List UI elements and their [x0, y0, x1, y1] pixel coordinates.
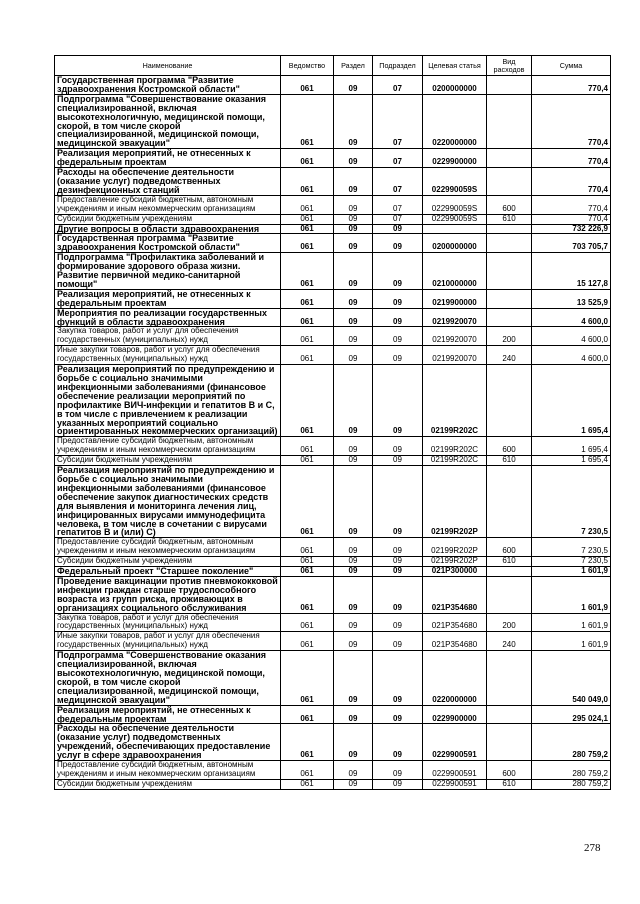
table-row — [55, 253, 611, 290]
celevaya-statya-cell: 0229900591 — [423, 779, 487, 789]
table-row — [55, 538, 611, 557]
name-cell: Субсидии бюджетным учреждениям — [55, 779, 281, 789]
name-cell: Субсидии бюджетным учреждениям — [55, 456, 281, 466]
table-row — [55, 289, 611, 308]
vid-rashodov-cell — [487, 94, 532, 148]
vedomstvo-cell: 061 — [281, 779, 334, 789]
vid-rashodov-cell — [487, 724, 532, 761]
summa-cell: 4 600,0 — [532, 327, 611, 346]
table-row — [55, 346, 611, 365]
header-vedomstvo: Ведомство — [281, 56, 334, 76]
celevaya-statya-cell: 0210000000 — [423, 253, 487, 290]
vid-rashodov-cell: 240 — [487, 632, 532, 651]
razdel-cell: 09 — [334, 613, 373, 632]
name-cell: Закупка товаров, работ и услуг для обеспечения государственных (муниципальных) нужд — [55, 327, 281, 346]
summa-cell: 770,4 — [532, 94, 611, 148]
summa-cell: 7 230,5 — [532, 466, 611, 538]
podrazdel-cell: 09 — [373, 466, 423, 538]
podrazdel-cell: 09 — [373, 234, 423, 253]
razdel-cell: 09 — [334, 437, 373, 456]
budget-table — [54, 55, 611, 790]
razdel-cell: 09 — [334, 76, 373, 95]
vedomstvo-cell: 061 — [281, 567, 334, 577]
podrazdel-cell: 07 — [373, 149, 423, 168]
vedomstvo-cell: 061 — [281, 538, 334, 557]
podrazdel-cell: 09 — [373, 289, 423, 308]
celevaya-statya-cell: 0220000000 — [423, 94, 487, 148]
celevaya-statya-cell: 02199R202C — [423, 365, 487, 437]
razdel-cell: 09 — [334, 651, 373, 705]
vid-rashodov-cell — [487, 149, 532, 168]
celevaya-statya-cell: 0200000000 — [423, 234, 487, 253]
podrazdel-cell: 07 — [373, 76, 423, 95]
razdel-cell: 09 — [334, 567, 373, 577]
razdel-cell: 09 — [334, 168, 373, 196]
podrazdel-cell: 09 — [373, 456, 423, 466]
podrazdel-cell: 09 — [373, 538, 423, 557]
razdel-cell: 09 — [334, 779, 373, 789]
razdel-cell: 09 — [334, 632, 373, 651]
celevaya-statya-cell: 0219900000 — [423, 289, 487, 308]
table-row — [55, 632, 611, 651]
podrazdel-cell: 09 — [373, 576, 423, 613]
summa-cell: 280 759,2 — [532, 779, 611, 789]
podrazdel-cell: 09 — [373, 346, 423, 365]
vid-rashodov-cell — [487, 289, 532, 308]
podrazdel-cell: 07 — [373, 214, 423, 224]
summa-cell: 732 226,9 — [532, 224, 611, 234]
podrazdel-cell: 07 — [373, 195, 423, 214]
vedomstvo-cell: 061 — [281, 234, 334, 253]
vedomstvo-cell: 061 — [281, 149, 334, 168]
vedomstvo-cell: 061 — [281, 76, 334, 95]
summa-cell: 1 695,4 — [532, 365, 611, 437]
summa-cell: 7 230,5 — [532, 557, 611, 567]
vid-rashodov-cell: 600 — [487, 195, 532, 214]
table-row — [55, 365, 611, 437]
header-podrazdel: Подраздел — [373, 56, 423, 76]
vedomstvo-cell: 061 — [281, 365, 334, 437]
header-summa: Сумма — [532, 56, 611, 76]
celevaya-statya-cell: 0229900000 — [423, 705, 487, 724]
podrazdel-cell: 09 — [373, 365, 423, 437]
summa-cell: 770,4 — [532, 76, 611, 95]
name-cell: Федеральный проект "Старшее поколение" — [55, 567, 281, 577]
celevaya-statya-cell: 02199R202P — [423, 466, 487, 538]
name-cell: Государственная программа "Развитие здравоохранения Костромской области" — [55, 234, 281, 253]
razdel-cell: 09 — [334, 94, 373, 148]
name-cell: Расходы на обеспечение деятельности (оказание услуг) подведомственных учреждений, обеспечивающих предоставление услуг в сфере здравоохранения — [55, 724, 281, 761]
summa-cell: 7 230,5 — [532, 538, 611, 557]
name-cell: Реализация мероприятий по предупреждению и борьбе с социально значимыми инфекционными заболеваниями (финансовое обеспечение закупок диагностических средств для выявления и мониторинга лечения лиц, инфицированных вирусами иммунодефицита человека, в том числе в сочетании с вирусами гепатитов В и (или) С) — [55, 466, 281, 538]
summa-cell: 1 695,4 — [532, 437, 611, 456]
name-cell: Реализация мероприятий, не отнесенных к федеральным проектам — [55, 289, 281, 308]
celevaya-statya-cell: 022990059S — [423, 214, 487, 224]
header-celevaya-statya: Целевая статья — [423, 56, 487, 76]
razdel-cell: 09 — [334, 224, 373, 234]
name-cell: Реализация мероприятий, не отнесенных к федеральным проектам — [55, 705, 281, 724]
razdel-cell: 09 — [334, 289, 373, 308]
vid-rashodov-cell: 610 — [487, 214, 532, 224]
celevaya-statya-cell: 02199R202P — [423, 557, 487, 567]
celevaya-statya-cell: 0229900000 — [423, 149, 487, 168]
summa-cell: 1 601,9 — [532, 576, 611, 613]
vedomstvo-cell: 061 — [281, 94, 334, 148]
summa-cell: 770,4 — [532, 214, 611, 224]
vid-rashodov-cell — [487, 308, 532, 327]
table-row — [55, 613, 611, 632]
vid-rashodov-cell: 200 — [487, 613, 532, 632]
razdel-cell: 09 — [334, 761, 373, 780]
podrazdel-cell: 09 — [373, 651, 423, 705]
celevaya-statya-cell: 02199R202P — [423, 538, 487, 557]
vedomstvo-cell: 061 — [281, 724, 334, 761]
table-row — [55, 567, 611, 577]
celevaya-statya-cell: 022990059S — [423, 168, 487, 196]
vedomstvo-cell: 061 — [281, 761, 334, 780]
vedomstvo-cell: 061 — [281, 308, 334, 327]
vedomstvo-cell: 061 — [281, 632, 334, 651]
vedomstvo-cell: 061 — [281, 613, 334, 632]
celevaya-statya-cell: 0219920070 — [423, 308, 487, 327]
vedomstvo-cell: 061 — [281, 224, 334, 234]
name-cell: Проведение вакцинации против пневмококковой инфекции граждан старше трудоспособного возраста из групп риска, проживающих в организациях социального обслуживания — [55, 576, 281, 613]
table-row — [55, 214, 611, 224]
name-cell: Расходы на обеспечение деятельности (оказание услуг) подведомственных дезинфекционных станций — [55, 168, 281, 196]
podrazdel-cell: 09 — [373, 327, 423, 346]
celevaya-statya-cell: 0229900591 — [423, 761, 487, 780]
podrazdel-cell: 09 — [373, 437, 423, 456]
header-razdel: Раздел — [334, 56, 373, 76]
vid-rashodov-cell: 610 — [487, 557, 532, 567]
celevaya-statya-cell: 0219920070 — [423, 346, 487, 365]
table-row — [55, 234, 611, 253]
vedomstvo-cell: 061 — [281, 327, 334, 346]
summa-cell: 540 049,0 — [532, 651, 611, 705]
vedomstvo-cell: 061 — [281, 437, 334, 456]
table-row — [55, 761, 611, 780]
table-row — [55, 76, 611, 95]
podrazdel-cell: 09 — [373, 779, 423, 789]
summa-cell: 770,4 — [532, 195, 611, 214]
summa-cell: 703 705,7 — [532, 234, 611, 253]
name-cell: Закупка товаров, работ и услуг для обеспечения государственных (муниципальных) нужд — [55, 613, 281, 632]
vedomstvo-cell: 061 — [281, 557, 334, 567]
table-body — [55, 76, 611, 790]
summa-cell: 280 759,2 — [532, 724, 611, 761]
summa-cell: 1 695,4 — [532, 456, 611, 466]
celevaya-statya-cell: 021P354680 — [423, 576, 487, 613]
vedomstvo-cell: 061 — [281, 651, 334, 705]
table-header-row — [55, 56, 611, 76]
summa-cell: 1 601,9 — [532, 632, 611, 651]
razdel-cell: 09 — [334, 234, 373, 253]
podrazdel-cell: 09 — [373, 567, 423, 577]
vedomstvo-cell: 061 — [281, 168, 334, 196]
table-row — [55, 724, 611, 761]
podrazdel-cell: 09 — [373, 308, 423, 327]
vedomstvo-cell: 061 — [281, 214, 334, 224]
podrazdel-cell: 09 — [373, 705, 423, 724]
vedomstvo-cell: 061 — [281, 253, 334, 290]
vedomstvo-cell: 061 — [281, 195, 334, 214]
name-cell: Предоставление субсидий бюджетным, автономным учреждениям и иным некоммерческим организациям — [55, 437, 281, 456]
podrazdel-cell: 07 — [373, 168, 423, 196]
vedomstvo-cell: 061 — [281, 466, 334, 538]
razdel-cell: 09 — [334, 149, 373, 168]
podrazdel-cell: 09 — [373, 224, 423, 234]
summa-cell: 1 601,9 — [532, 613, 611, 632]
razdel-cell: 09 — [334, 724, 373, 761]
name-cell: Иные закупки товаров, работ и услуг для обеспечения государственных (муниципальных) нужд — [55, 632, 281, 651]
summa-cell: 295 024,1 — [532, 705, 611, 724]
podrazdel-cell: 09 — [373, 253, 423, 290]
table-row — [55, 651, 611, 705]
table-row — [55, 327, 611, 346]
vedomstvo-cell: 061 — [281, 576, 334, 613]
vid-rashodov-cell — [487, 576, 532, 613]
summa-cell: 4 600,0 — [532, 346, 611, 365]
summa-cell: 4 600,0 — [532, 308, 611, 327]
celevaya-statya-cell: 0220000000 — [423, 651, 487, 705]
celevaya-statya-cell: 0219920070 — [423, 327, 487, 346]
name-cell: Подпрограмма "Совершенствование оказания специализированной, включая высокотехнологичную, медицинской помощи, скорой, в том числе скорой специализированной, медицинской помощи, медицинской эвакуации" — [55, 94, 281, 148]
name-cell: Другие вопросы в области здравоохранения — [55, 224, 281, 234]
celevaya-statya-cell: 0200000000 — [423, 76, 487, 95]
name-cell: Субсидии бюджетным учреждениям — [55, 214, 281, 224]
celevaya-statya-cell: 021P354680 — [423, 632, 487, 651]
summa-cell: 770,4 — [532, 149, 611, 168]
table-row — [55, 466, 611, 538]
podrazdel-cell: 09 — [373, 724, 423, 761]
summa-cell: 1 601,9 — [532, 567, 611, 577]
vid-rashodov-cell — [487, 224, 532, 234]
summa-cell: 280 759,2 — [532, 761, 611, 780]
razdel-cell: 09 — [334, 466, 373, 538]
podrazdel-cell: 09 — [373, 632, 423, 651]
celevaya-statya-cell — [423, 224, 487, 234]
name-cell: Государственная программа "Развитие здравоохранения Костромской области" — [55, 76, 281, 95]
table-row — [55, 705, 611, 724]
razdel-cell: 09 — [334, 576, 373, 613]
celevaya-statya-cell: 021P300000 — [423, 567, 487, 577]
razdel-cell: 09 — [334, 195, 373, 214]
razdel-cell: 09 — [334, 456, 373, 466]
razdel-cell: 09 — [334, 365, 373, 437]
vedomstvo-cell: 061 — [281, 289, 334, 308]
razdel-cell: 09 — [334, 308, 373, 327]
table-row — [55, 576, 611, 613]
summa-cell: 13 525,9 — [532, 289, 611, 308]
name-cell: Иные закупки товаров, работ и услуг для обеспечения государственных (муниципальных) нужд — [55, 346, 281, 365]
podrazdel-cell: 09 — [373, 557, 423, 567]
name-cell: Реализация мероприятий по предупреждению и борьбе с социально значимыми инфекционными заболеваниями (финансовое обеспечение реализации мероприятий по профилактике ВИЧ-инфекции и гепатитов В и С, в том числе с привлечением к реализации указанных мероприятий социально ориентированных некоммерческих организаций) — [55, 365, 281, 437]
table-row — [55, 195, 611, 214]
table-row — [55, 94, 611, 148]
vid-rashodov-cell: 200 — [487, 327, 532, 346]
vid-rashodov-cell — [487, 76, 532, 95]
vid-rashodov-cell: 610 — [487, 779, 532, 789]
table-row — [55, 168, 611, 196]
celevaya-statya-cell: 022990059S — [423, 195, 487, 214]
razdel-cell: 09 — [334, 327, 373, 346]
name-cell: Мероприятия по реализации государственных функций в области здравоохранения — [55, 308, 281, 327]
podrazdel-cell: 07 — [373, 94, 423, 148]
vid-rashodov-cell: 600 — [487, 437, 532, 456]
vedomstvo-cell: 061 — [281, 705, 334, 724]
podrazdel-cell: 09 — [373, 761, 423, 780]
name-cell: Подпрограмма "Совершенствование оказания специализированной, включая высокотехнологичную, медицинской помощи, скорой, в том числе скорой специализированной, медицинской помощи, медицинской эвакуации" — [55, 651, 281, 705]
vid-rashodov-cell — [487, 168, 532, 196]
vid-rashodov-cell — [487, 253, 532, 290]
name-cell: Подпрограмма "Профилактика заболеваний и формирование здорового образа жизни. Развитие первичной медико-санитарной помощи" — [55, 253, 281, 290]
vid-rashodov-cell: 610 — [487, 456, 532, 466]
table-row — [55, 779, 611, 789]
vid-rashodov-cell — [487, 234, 532, 253]
razdel-cell: 09 — [334, 253, 373, 290]
table-row — [55, 456, 611, 466]
summa-cell: 770,4 — [532, 168, 611, 196]
vid-rashodov-cell: 600 — [487, 761, 532, 780]
table-row — [55, 557, 611, 567]
vid-rashodov-cell — [487, 705, 532, 724]
razdel-cell: 09 — [334, 538, 373, 557]
summa-cell: 15 127,8 — [532, 253, 611, 290]
name-cell: Предоставление субсидий бюджетным, автономным учреждениям и иным некоммерческим организациям — [55, 761, 281, 780]
celevaya-statya-cell: 021P354680 — [423, 613, 487, 632]
razdel-cell: 09 — [334, 705, 373, 724]
header-name: Наименование — [55, 56, 281, 76]
header-vid-rashodov: Вид расходов — [487, 56, 532, 76]
name-cell: Предоставление субсидий бюджетным, автономным учреждениям и иным некоммерческим организациям — [55, 538, 281, 557]
vid-rashodov-cell — [487, 651, 532, 705]
name-cell: Реализация мероприятий, не отнесенных к федеральным проектам — [55, 149, 281, 168]
celevaya-statya-cell: 0229900591 — [423, 724, 487, 761]
page-number: 278 — [584, 842, 601, 854]
vid-rashodov-cell — [487, 365, 532, 437]
table-row — [55, 149, 611, 168]
vedomstvo-cell: 061 — [281, 456, 334, 466]
vedomstvo-cell: 061 — [281, 346, 334, 365]
razdel-cell: 09 — [334, 346, 373, 365]
vid-rashodov-cell — [487, 567, 532, 577]
name-cell: Предоставление субсидий бюджетным, автономным учреждениям и иным некоммерческим организациям — [55, 195, 281, 214]
table-row — [55, 224, 611, 234]
podrazdel-cell: 09 — [373, 613, 423, 632]
celevaya-statya-cell: 02199R202C — [423, 437, 487, 456]
vid-rashodov-cell — [487, 466, 532, 538]
razdel-cell: 09 — [334, 214, 373, 224]
name-cell: Субсидии бюджетным учреждениям — [55, 557, 281, 567]
vid-rashodov-cell: 240 — [487, 346, 532, 365]
vid-rashodov-cell: 600 — [487, 538, 532, 557]
celevaya-statya-cell: 02199R202C — [423, 456, 487, 466]
table-row — [55, 308, 611, 327]
razdel-cell: 09 — [334, 557, 373, 567]
table-row — [55, 437, 611, 456]
